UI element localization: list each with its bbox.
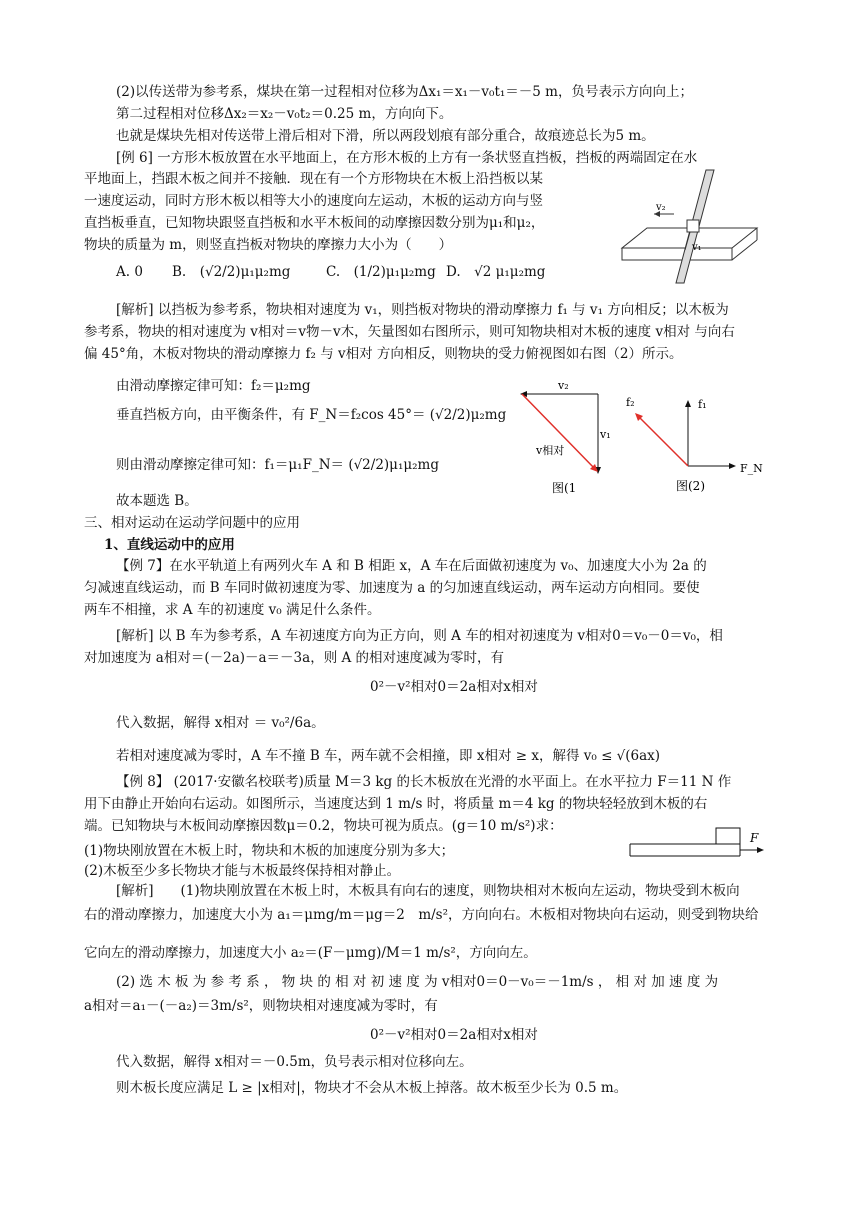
- text-line: [解析] 以 B 车为参考系，A 车初速度方向为正方向，则 A 车的相对初速度为 v相对0＝v₀－0＝v₀，相: [116, 628, 723, 644]
- board-baffle-figure: [612, 168, 762, 288]
- text-line: [解析] (1)物块刚放置在木板上时，木板具有向右的速度，则物块相对木板向左运动，物块受到木板向: [116, 883, 740, 899]
- fig2-fn-label: F_N: [740, 462, 763, 475]
- text-line: 参考系，物块的相对速度为 v相对＝v物－v木，矢量图如右图所示，则可知物块相对木板的速度 v相对 与向右: [84, 324, 735, 340]
- text-line: 1、直线运动中的应用: [104, 537, 235, 553]
- text-line: 代入数据，解得 x相对＝－0.5m，负号表示相对位移向左。: [116, 1054, 473, 1070]
- text-line: (1)物块刚放置在木板上时，物块和木板的加速度分别为多大；: [84, 843, 455, 859]
- text-line: 用下由静止开始向右运动。如图所示，当速度达到 1 m/s 时，将质量 m＝4 kg 的物块轻轻放到木板的右: [84, 796, 708, 812]
- text-line: 平地面上，挡跟木板之间并不接触．现在有一个方形物块在木板上沿挡板以某: [84, 171, 543, 187]
- text-line: 它向左的滑动摩擦力，加速度大小 a₂＝(F－μmg)/M＝1 m/s²，方向向左。: [84, 945, 537, 961]
- text-line: (2) 选 木 板 为 参 考 系 ， 物 块 的 相 对 初 速 度 为 v相对0＝0－v₀＝－1m/s ， 相 对 加 速 度 为: [116, 974, 719, 990]
- text-line: (2)木板至少多长物块才能与木板最终保持相对静止。: [84, 863, 401, 879]
- text-line: 0²－v²相对0＝2a相对x相对: [370, 1027, 538, 1043]
- choice-option: B. (√2/2)μ₁μ₂mg: [172, 264, 291, 280]
- text-line: 端。已知物块与木板间动摩擦因数μ＝0.2，物块可视为质点。(g＝10 m/s²)求：: [84, 818, 563, 834]
- force-diagram-2: [620, 388, 763, 498]
- text-line: 直挡板垂直，已知物块跟竖直挡板和水平木板间的动摩擦因数分别为μ₁和μ₂，: [84, 215, 545, 231]
- fig2-f1-label: f₁: [698, 398, 707, 411]
- text-line: 右的滑动摩擦力，加速度大小为 a₁＝μmg/m＝μg＝2 m/s²，方向向右。木板相对物块向右运动，则受到物块给: [84, 907, 759, 923]
- text-line: 若相对速度减为零时，A 车不撞 B 车，两车就不会相撞，即 x相对 ≥ x，解得 v₀ ≤ √(6ax): [116, 748, 661, 764]
- text-line: 垂直挡板方向，由平衡条件，有 F_N＝f₂cos 45°＝ (√2/2)μ₂mg: [116, 407, 507, 423]
- text-line: [解析] 以挡板为参考系，物块相对速度为 v₁，则挡板对物块的滑动摩擦力 f₁ 与 v₁ 方向相反；以木板为: [116, 302, 729, 318]
- text-line: 0²－v²相对0＝2a相对x相对: [370, 679, 538, 695]
- text-line: (2)以传送带为参考系，煤块在第一过程相对位移为Δx₁＝x₁－v₀t₁＝－5 m，负号表示方向向上；: [116, 84, 693, 100]
- fig3-v1-label: v₁: [692, 242, 702, 253]
- fig2-f2-label: f₂: [626, 396, 635, 409]
- text-line: 代入数据，解得 x相对 ＝ v₀²/6a。: [116, 715, 325, 731]
- text-line: 【例 7】在水平轨道上有两列火车 A 和 B 相距 x，A 车在后面做初速度为 v₀、加速度大小为 2a 的: [116, 558, 707, 574]
- fig1-vrel-label: v相对: [536, 444, 565, 457]
- fig3-v2-label: v₂: [656, 202, 666, 213]
- text-line: 两车不相撞，求 A 车的初速度 v₀ 满足什么条件。: [84, 602, 381, 618]
- fig4-force-label: F: [750, 831, 759, 845]
- text-line: 偏 45°角，木板对物块的滑动摩擦力 f₂ 与 v相对 方向相反，则物块的受力俯视图如右图（2）所示。: [84, 346, 683, 362]
- fig1-v1-label: v₁: [600, 428, 611, 441]
- vector-diagram-1: [510, 378, 630, 498]
- text-line: 则木板长度应满足 L ≥ |x相对|，物块才不会从木板上掉落。故木板至少长为 0.5 m。: [116, 1080, 628, 1096]
- choice-option: D. √2 μ₁μ₂mg: [446, 264, 546, 280]
- text-line: 则由滑动摩擦定律可知：f₁＝μ₁F_N＝ (√2/2)μ₁μ₂mg: [116, 457, 439, 473]
- long-board-figure: [626, 822, 766, 862]
- text-line: 由滑动摩擦定律可知：f₂＝μ₂mg: [116, 378, 311, 394]
- choice-option: A. 0: [116, 264, 143, 280]
- fig1-caption: 图(1: [552, 481, 577, 495]
- text-line: 对加速度为 a相对＝(－2a)－a＝－3a，则 A 的相对速度减为零时，有: [84, 650, 505, 666]
- text-line: 【例 8】 (2017·安徽名校联考)质量 M＝3 kg 的长木板放在光滑的水平面上。在水平拉力 F＝11 N 作: [116, 774, 732, 790]
- text-line: 三、相对运动在运动学问题中的应用: [84, 515, 300, 531]
- fig2-caption: 图(2): [676, 479, 705, 493]
- text-line: 匀减速直线运动，而 B 车同时做初速度为零、加速度为 a 的匀加速直线运动，两车运动方向相同。要使: [84, 580, 700, 596]
- text-line: a相对＝a₁－(－a₂)＝3m/s²，则物块相对速度减为零时，有: [84, 998, 438, 1014]
- text-line: [例 6] 一方形木板放置在水平地面上，在方形木板的上方有一条状竖直挡板，挡板的两端固定在水: [116, 150, 698, 166]
- choice-option: C. (1/2)μ₁μ₂mg: [326, 264, 436, 280]
- text-line: 物块的质量为 m，则竖直挡板对物块的摩擦力大小为（ ）: [84, 237, 453, 253]
- text-line: 第二过程相对位移Δx₂＝x₂－v₀t₂＝0.25 m，方向向下。: [116, 106, 453, 122]
- text-line: 一速度运动，同时方形木板以相等大小的速度向左运动，木板的运动方向与竖: [84, 193, 543, 209]
- fig1-v2-label: v₂: [558, 379, 569, 392]
- text-line: 故本题选 B。: [116, 493, 198, 509]
- text-line: 也就是煤块先相对传送带上滑后相对下滑，所以两段划痕有部分重合，故痕迹总长为5 m。: [116, 128, 655, 144]
